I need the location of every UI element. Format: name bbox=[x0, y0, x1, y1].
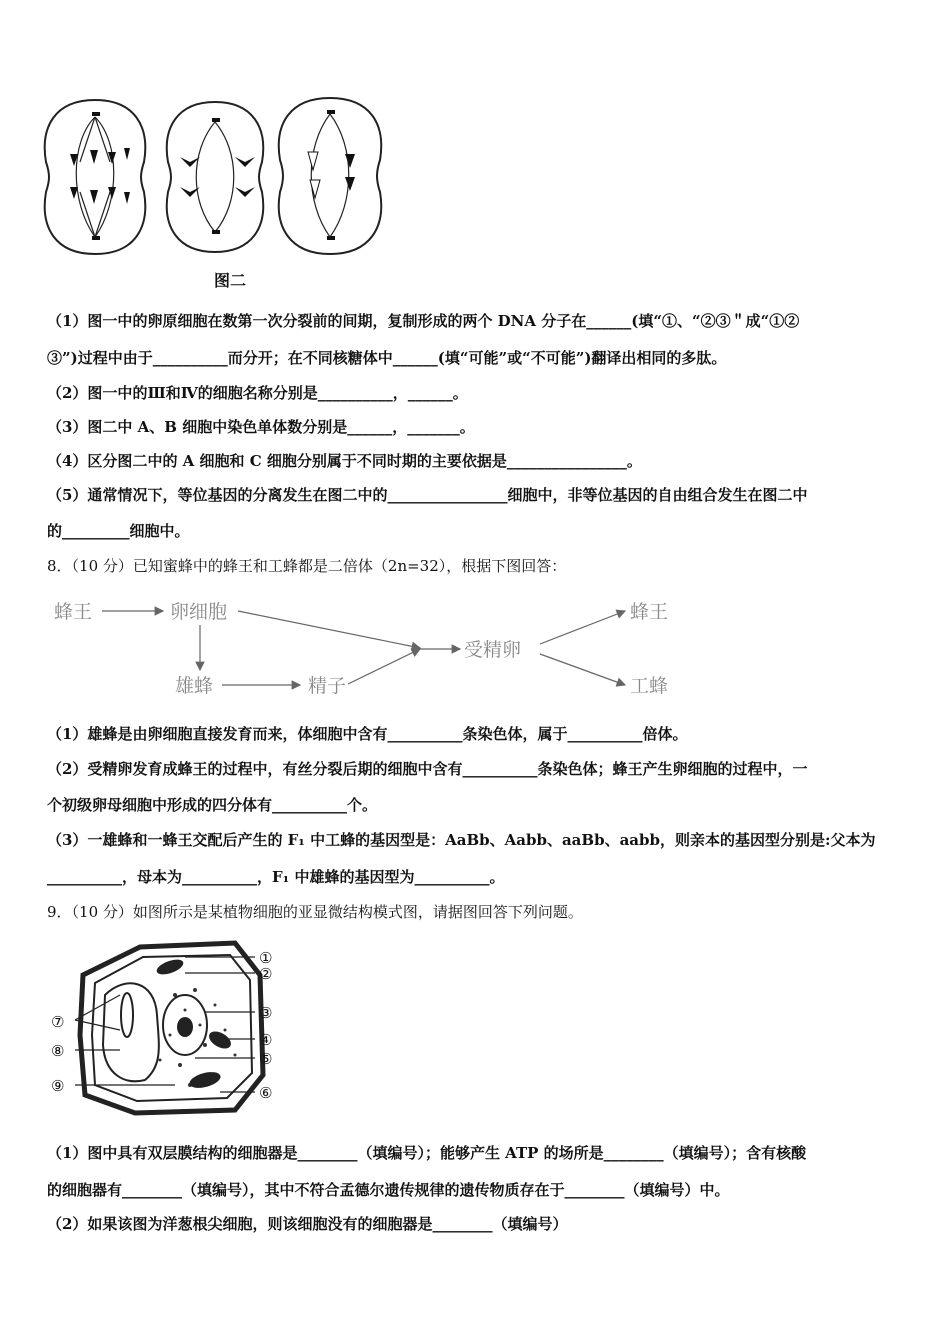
label-1: ① bbox=[259, 949, 273, 967]
q8-line-1: （1）雄蜂是由卵细胞直接发育而来，体细胞中含有__________条染色体，属于__________倍体。 bbox=[47, 725, 688, 743]
q7-line-3: （2）图一中的Ⅲ和Ⅳ的细胞名称分别是__________，______。 bbox=[47, 384, 468, 402]
q8-line-5: __________，母本为__________，F₁ 中雄蜂的基因型为__________。 bbox=[47, 868, 505, 886]
q9-line-1: （1）图中具有双层膜结构的细胞器是________（填编号）；能够产生 ATP 的场所是________（填编号）；含有核酸 bbox=[47, 1144, 807, 1162]
label-9: ⑨ bbox=[51, 1077, 65, 1095]
q8-line-4: （3）一雄蜂和一蜂王交配后产生的 F₁ 中工蜂的基因型是：AaBb、Aabb、aaBb、aabb，则亲本的基因型分别是:父本为 bbox=[47, 831, 876, 849]
diagram-worker: 工蜂 bbox=[630, 675, 669, 697]
q9-line-3: （2）如果该图为洋葱根尖细胞，则该细胞没有的细胞器是________（填编号） bbox=[47, 1215, 568, 1233]
diagram-queen: 蜂王 bbox=[54, 601, 93, 623]
diagram-egg: 卵细胞 bbox=[170, 601, 228, 623]
q8-header: 8．（10 分）已知蜜蜂中的蜂王和工蜂都是二倍体（2n=32），根据下图回答： bbox=[47, 557, 567, 575]
label-2: ② bbox=[259, 965, 273, 983]
label-7: ⑦ bbox=[51, 1013, 65, 1031]
q9-plant-cell-diagram bbox=[45, 935, 295, 1120]
label-3: ③ bbox=[259, 1004, 273, 1022]
q7-line-2: ③”)过程中由于__________而分开；在不同核糖体中______(填“可能”或“不可能”)翻译出相同的多肽。 bbox=[47, 349, 727, 367]
q9-header: 9．（10 分）如图所示是某植物细胞的亚显微结构模式图，请据图回答下列问题。 bbox=[47, 903, 583, 921]
figure-2-caption: 图二 bbox=[214, 271, 247, 290]
figure-2-cell-division bbox=[40, 92, 395, 262]
q8-line-2: （2）受精卵发育成蜂王的过程中，有丝分裂后期的细胞中含有__________条染色体；蜂王产生卵细胞的过程中，一 bbox=[47, 760, 808, 778]
label-4: ④ bbox=[259, 1031, 273, 1049]
q7-line-6: （5）通常情况下，等位基因的分离发生在图二中的________________细胞中，非等位基因的自由组合发生在图二中 bbox=[47, 486, 808, 504]
q7-line-4: （3）图二中 A、B 细胞中染色单体数分别是______，_______。 bbox=[47, 418, 475, 436]
q9-line-2: 的细胞器有________（填编号），其中不符合孟德尔遗传规律的遗传物质存在于________（填编号）中。 bbox=[47, 1181, 730, 1199]
diagram-drone: 雄蜂 bbox=[175, 675, 214, 697]
label-5: ⑤ bbox=[259, 1050, 273, 1068]
diagram-queen-out: 蜂王 bbox=[630, 601, 669, 623]
diagram-sperm: 精子 bbox=[308, 675, 347, 697]
q7-line-1: （1）图一中的卵原细胞在数第一次分裂前的间期，复制形成的两个 DNA 分子在______(填“①、“②③＂成“①② bbox=[47, 312, 800, 330]
q7-line-7: 的_________细胞中。 bbox=[47, 522, 190, 540]
q8-line-3: 个初级卵母细胞中形成的四分体有__________个。 bbox=[47, 796, 378, 814]
label-8: ⑧ bbox=[51, 1042, 65, 1060]
label-6: ⑥ bbox=[259, 1084, 273, 1102]
q8-bee-diagram bbox=[50, 592, 690, 702]
diagram-zygote: 受精卵 bbox=[464, 639, 522, 661]
q7-line-5: （4）区分图二中的 A 细胞和 C 细胞分别属于不同时期的主要依据是________________。 bbox=[47, 452, 642, 470]
